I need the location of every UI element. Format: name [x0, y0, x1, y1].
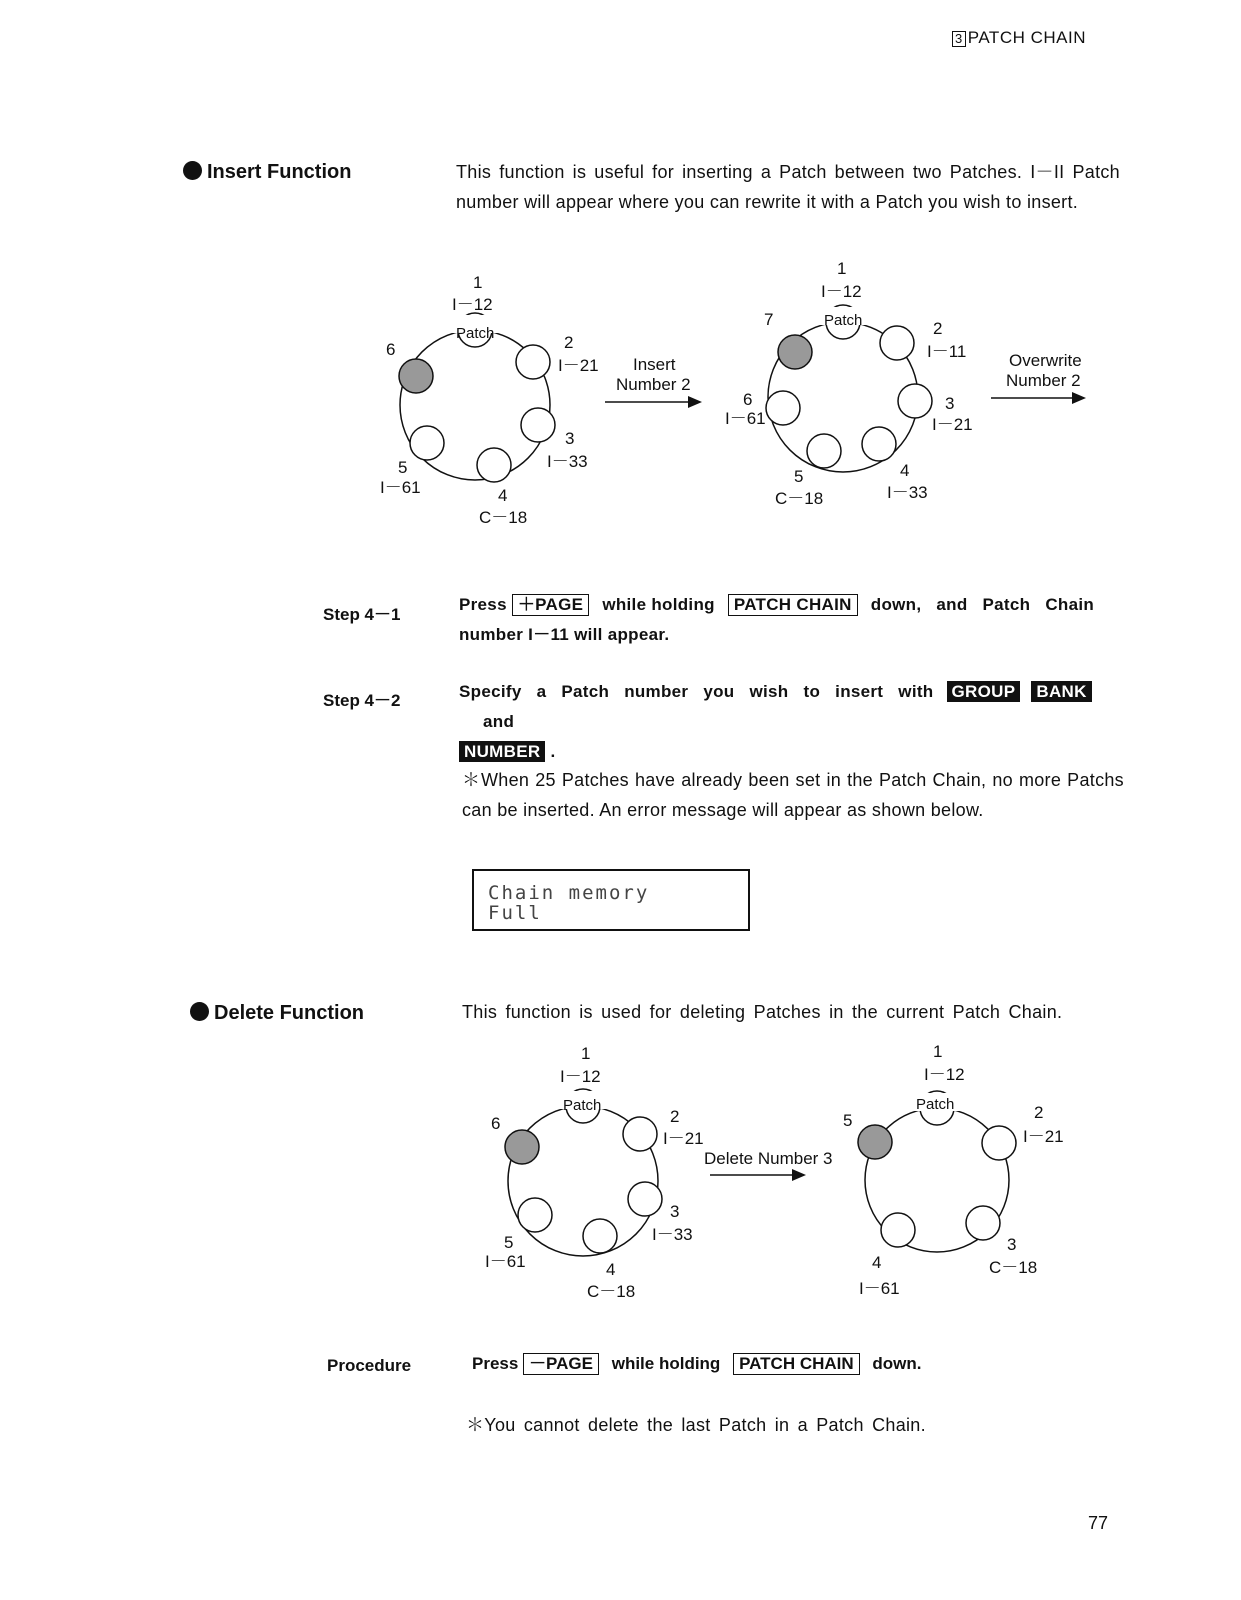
node-code: C－18: [989, 1258, 1038, 1277]
chain-node: [477, 448, 511, 482]
delete-arrow: [700, 1145, 845, 1190]
patch-chain-key: PATCH CHAIN: [728, 594, 858, 616]
node-num: 3: [565, 429, 575, 448]
node-code: I－12: [452, 295, 493, 314]
arrow-label: Number 2: [616, 375, 691, 394]
node-code: C－18: [775, 489, 824, 508]
step-4-1-text: [459, 590, 1123, 650]
node-code: I－21: [558, 356, 599, 375]
node-num: 1: [837, 259, 847, 278]
arrow-head-icon: [1072, 392, 1086, 404]
node-num: 1: [473, 273, 483, 292]
insert-note: ＊When 25 Patches have already been set in the Patch Chain, no more Patchs can be inserted. An error message will appear as shown below.: [462, 770, 1124, 820]
page-number: 77: [1087, 1513, 1108, 1533]
node-num: 4: [606, 1260, 616, 1279]
selected-node: [858, 1125, 892, 1159]
node-num: 3: [1007, 1235, 1017, 1254]
selected-node: [778, 335, 812, 369]
node-code: I－33: [652, 1225, 693, 1244]
lcd-line-2: Full: [488, 902, 542, 924]
chain-node: [766, 391, 800, 425]
patch-label: Patch: [563, 1097, 602, 1114]
node-num: 6: [386, 340, 396, 359]
node-code: I－12: [924, 1065, 965, 1084]
node-num: 6: [743, 390, 753, 409]
patch-label: Patch: [916, 1096, 955, 1113]
node-num: 4: [872, 1253, 882, 1272]
node-num: 2: [1034, 1103, 1044, 1122]
node-num: 3: [670, 1202, 680, 1221]
step-end-text: will appear.: [574, 625, 670, 644]
while-holding-text: while holding: [611, 1354, 721, 1373]
chain-node: [521, 408, 555, 442]
lcd-display: [472, 869, 750, 931]
node-num: 5: [504, 1233, 514, 1252]
arrow-label: Insert: [633, 355, 676, 374]
patch-chain-key: PATCH CHAIN: [733, 1353, 860, 1375]
group-key: GROUP: [947, 681, 1021, 702]
selected-node: [399, 359, 433, 393]
chain-node: [516, 345, 550, 379]
arrow-head-icon: [688, 396, 702, 408]
procedure-label: Procedure: [327, 1356, 412, 1375]
node-num: 5: [843, 1111, 853, 1130]
overwrite-arrow: [988, 346, 1093, 416]
node-code: I－21: [932, 415, 973, 434]
chain-node: [966, 1206, 1000, 1240]
node-code: I－61: [380, 478, 421, 497]
node-num: 1: [581, 1044, 591, 1063]
bank-key: BANK: [1031, 681, 1091, 702]
procedure-end-text: down.: [872, 1354, 922, 1373]
number-key: NUMBER: [459, 741, 545, 762]
section-number: 3: [952, 31, 966, 47]
delete-heading-text: Delete Function: [214, 1002, 365, 1024]
node-code: I－61: [859, 1279, 900, 1298]
node-code: I－33: [547, 452, 588, 471]
node-num: 2: [564, 333, 574, 352]
minus-page-key: －PAGE: [523, 1353, 599, 1375]
node-num: 2: [670, 1107, 680, 1126]
node-num: 6: [491, 1114, 501, 1133]
insert-diagram-before: [370, 265, 610, 535]
patch-label: Patch: [824, 312, 863, 329]
delete-diagram-after: [835, 1038, 1080, 1303]
procedure-text: [472, 1353, 922, 1375]
chain-node: [880, 326, 914, 360]
node-code: I－12: [560, 1067, 601, 1086]
delete-intro: This function is used for deleting Patches in the current Patch Chain.: [462, 1002, 1063, 1022]
step-4-1-label: Step 4－1: [323, 605, 401, 624]
chain-node: [898, 384, 932, 418]
node-code: I－61: [725, 409, 766, 428]
section-title: PATCH CHAIN: [967, 28, 1086, 47]
node-code: I－21: [663, 1129, 704, 1148]
arrow-label: Overwrite: [1009, 351, 1082, 370]
press-text: Press: [472, 1354, 519, 1373]
chain-node: [807, 434, 841, 468]
plus-page-key: ＋PAGE: [512, 594, 589, 616]
chain-node: [862, 427, 896, 461]
chain-node: [410, 426, 444, 460]
node-code: I－21: [1023, 1127, 1064, 1146]
chain-code: I－11: [528, 625, 570, 644]
node-code: C－18: [479, 508, 528, 527]
chain-node: [583, 1219, 617, 1253]
chain-node: [628, 1182, 662, 1216]
node-num: 2: [933, 319, 943, 338]
while-holding-text: while holding: [602, 595, 715, 614]
delete-diagram-before: [480, 1040, 720, 1305]
insert-heading-text: Insert Function: [207, 161, 352, 183]
arrow-label: Number 2: [1006, 371, 1081, 390]
press-text: Press: [459, 595, 507, 614]
insert-diagram-after: [720, 255, 990, 515]
insert-intro: This function is useful for inserting a Patch between two Patches. I－II Patch number will appear where you can rewrite it with a Patch you wish to insert.: [456, 162, 1120, 212]
chain-node: [881, 1213, 915, 1247]
bullet-icon: [183, 161, 202, 180]
arrow-head-icon: [792, 1169, 806, 1181]
lcd-line-1: Chain memory: [488, 882, 650, 904]
insert-arrow: [600, 350, 710, 420]
chain-node: [982, 1126, 1016, 1160]
node-num: 1: [933, 1042, 943, 1061]
step-end-text: .: [550, 742, 556, 761]
node-num: 4: [900, 461, 910, 480]
chain-node: [623, 1117, 657, 1151]
bullet-icon: [190, 1002, 209, 1021]
node-num: 4: [498, 486, 508, 505]
node-num: 7: [764, 310, 774, 329]
step-4-2-label: Step 4－2: [323, 691, 401, 710]
selected-node: [505, 1130, 539, 1164]
node-num: 5: [794, 467, 804, 486]
node-num: 3: [945, 394, 955, 413]
step-4-2-text: [459, 677, 1123, 767]
node-code: I－12: [821, 282, 862, 301]
patch-label: Patch: [456, 325, 495, 342]
delete-note: ＊You cannot delete the last Patch in a Patch Chain.: [466, 1415, 926, 1435]
node-num: 5: [398, 458, 408, 477]
node-code: I－33: [887, 483, 928, 502]
node-code: I－61: [485, 1252, 526, 1271]
insert-heading: [183, 161, 351, 184]
arrow-label: Delete Number 3: [704, 1149, 833, 1168]
delete-heading: [190, 1002, 364, 1025]
node-code: I－11: [927, 342, 967, 361]
step-rest-text: down, and Patch Chain number: [459, 595, 1095, 644]
step-text: Specify a Patch number you wish to insert with: [459, 682, 934, 701]
and-text: and: [483, 712, 515, 731]
chain-node: [518, 1198, 552, 1232]
node-code: C－18: [587, 1282, 636, 1301]
page-header: [952, 28, 1086, 48]
